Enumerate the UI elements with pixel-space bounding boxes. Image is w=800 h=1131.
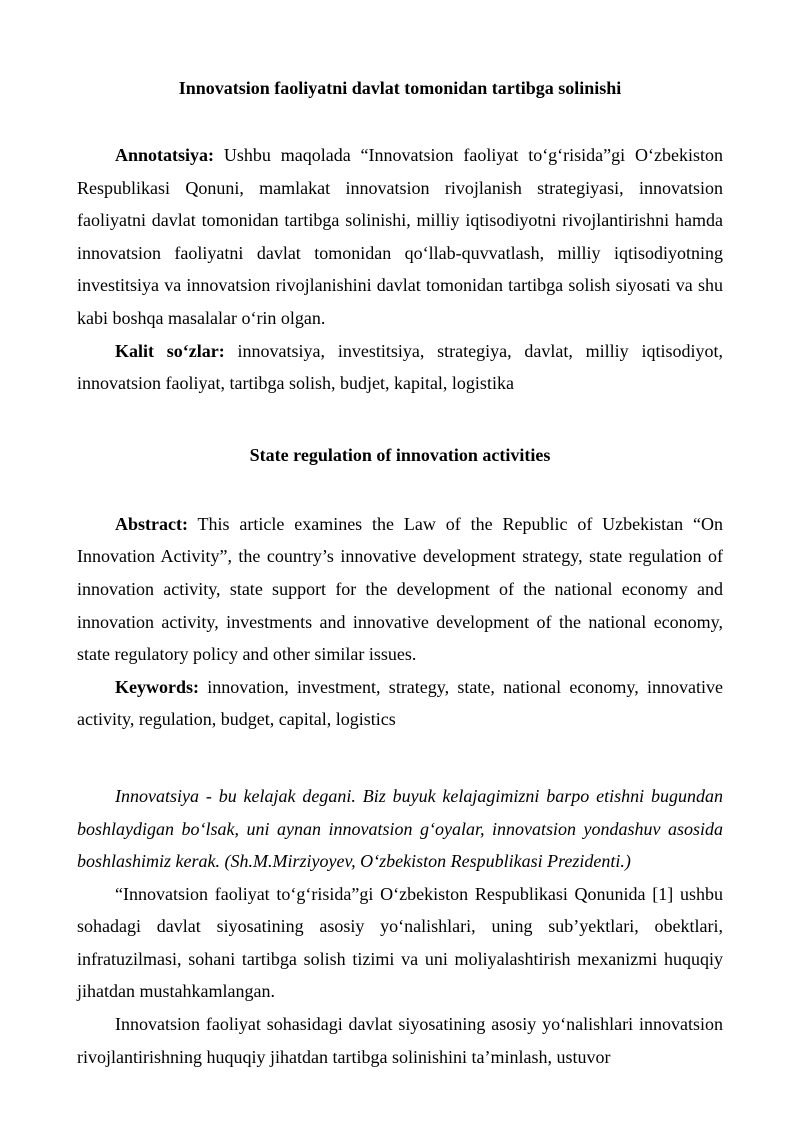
keywords-english-text: innovation, investment, strategy, state, national economy, innovative activity, regulation, budget, capital, logistics	[77, 676, 723, 730]
title-english: State regulation of innovation activities	[249, 444, 551, 465]
body-paragraph-1: “Innovatsion faoliyat to‘g‘risida”gi O‘zbekiston Respublikasi Qonunida [1] ushbu sohadagi davlat siyosatining asosiy yo‘nalishlari, uning sub’yektlari, obektlari, infratuzilmasi, sohani tartibga solish tizimi va uni moliyalashtirish mexanizmi huquqiy jihatdan mustahkamlangan.	[77, 883, 723, 1002]
keywords-uzbek-text: innovatsiya, investitsiya, strategiya, davlat, milliy iqtisodiyot, innovatsion faoliyat, tartibga solish, budjet, kapital, logistika	[77, 340, 723, 394]
keywords-uzbek-paragraph	[77, 335, 723, 400]
annotation-paragraph	[77, 139, 723, 335]
abstract-paragraph	[77, 508, 723, 671]
epigraph-quote: Innovatsiya - bu kelajak degani. Biz buyuk kelajagimizni barpo etishni bugundan boshlaydigan bo‘lsak, uni aynan innovatsion g‘oyalar, innovatsion yondashuv asosida boshlashimiz kerak. (Sh.M.Mirziyoyev, O‘zbekiston Respublikasi Prezidenti.)	[77, 785, 723, 872]
body-paragraph-2: Innovatsion faoliyat sohasidagi davlat siyosatining asosiy yo‘nalishlari innovatsion rivojlantirishning huquqiy jihatdan tartibga solinishini ta’minlash, ustuvor	[77, 1014, 723, 1067]
keywords-uzbek-label: Kalit so‘zlar:	[115, 340, 225, 361]
annotation-label: Annotatsiya:	[115, 145, 215, 165]
abstract-text: This article examines the Law of the Republic of Uzbekistan “On Innovation Activity”, the country’s innovative development strategy, state regulation of innovation activity, state support for the development of the national economy and innovation activity, investments and innovative development of the national economy, state regulatory policy and other similar issues.	[77, 513, 723, 665]
title-uzbek: Innovatsion faoliyatni davlat tomonidan tartibga solinishi	[178, 78, 622, 98]
annotation-text: Ushbu maqolada “Innovatsion faoliyat to‘g‘risida”gi O‘zbekiston Respublikasi Qonuni, mamlakat innovatsion rivojlanish strategiyasi, innovatsion faoliyatni davlat tomonidan tartibga solinishi, milliy iqtisodiyotni rivojlantirishni hamda innovatsion faoliyatni davlat tomonidan qo‘llab-quvvatlash, milliy iqtisodiyotning investitsiya va innovatsion rivojlanishini davlat tomonidan tartibga solish siyosati va shu kabi boshqa masalalar o‘rin olgan.	[77, 145, 723, 328]
abstract-label: Abstract:	[115, 513, 188, 534]
keywords-english-label: Keywords:	[115, 676, 199, 697]
keywords-english-paragraph	[77, 671, 723, 736]
